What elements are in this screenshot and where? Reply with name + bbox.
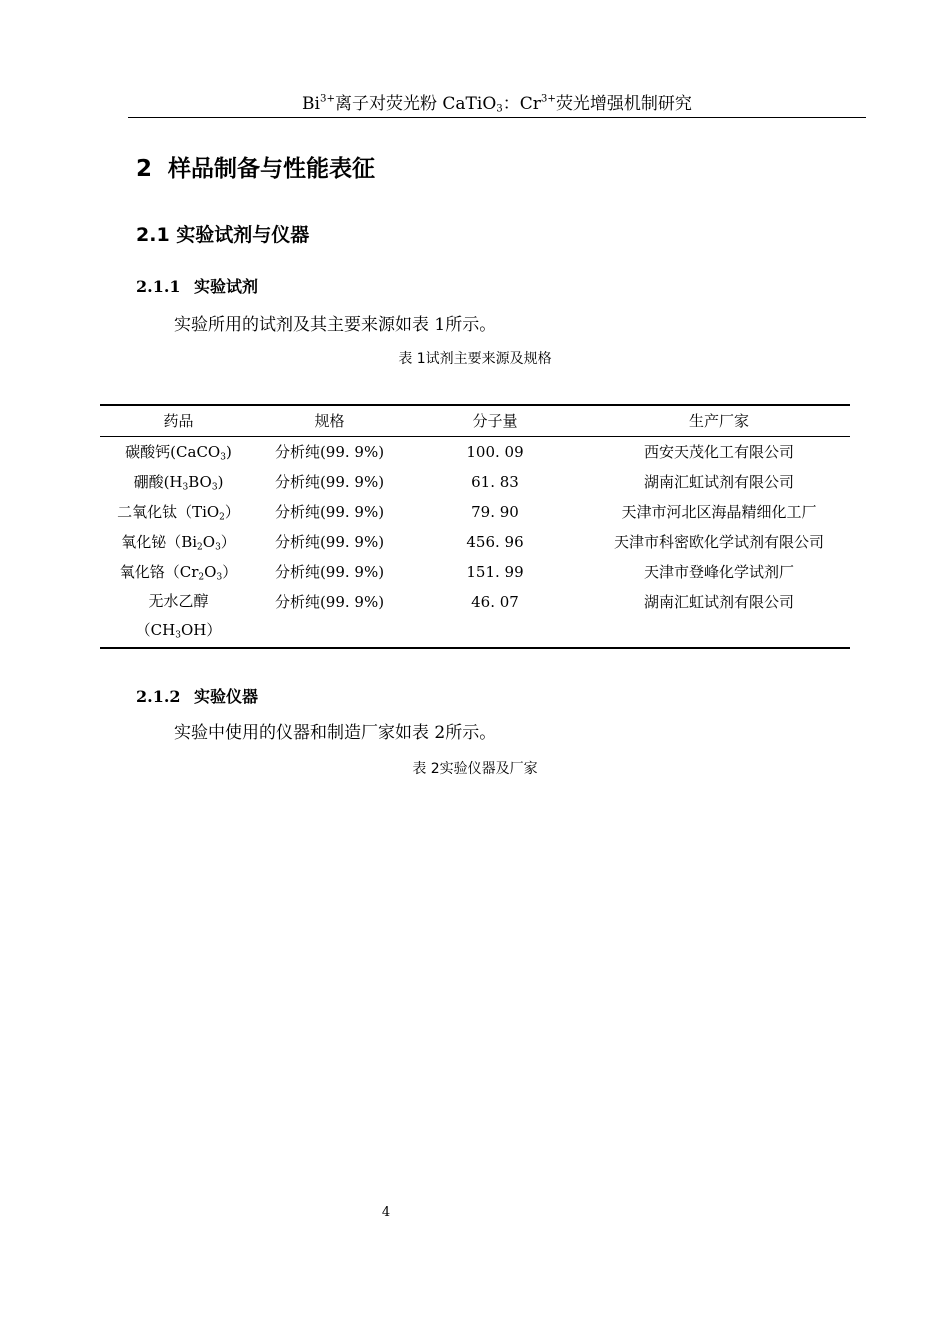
subsection-number: 2.1.2 xyxy=(136,687,181,706)
subsection-number: 2.1.1 xyxy=(136,277,181,296)
formula-text: ) xyxy=(217,472,224,491)
reagent-cell xyxy=(100,527,257,557)
manufacturer-cell: 天津市科密欧化学试剂有限公司 xyxy=(613,532,824,551)
spec-cell: 分析纯(99. 9%) xyxy=(274,472,385,491)
formula-text: 碳酸钙(CaCO xyxy=(125,442,221,461)
formula-text: 氧化铋（Bi xyxy=(121,532,198,551)
formula-text: OH） xyxy=(180,620,222,639)
manufacturer-cell: 湖南汇虹试剂有限公司 xyxy=(643,472,794,491)
table-row xyxy=(100,527,850,557)
table-row xyxy=(100,467,850,497)
reagent-cell xyxy=(100,557,257,587)
formula-text: 二氧化钛（TiO xyxy=(117,502,220,521)
header-rule xyxy=(128,117,866,118)
subsection-heading-2-1-2 xyxy=(136,684,258,707)
molecular-weight-cell: 151. 99 xyxy=(466,562,524,581)
formula-text: （CH xyxy=(135,620,176,639)
running-header xyxy=(128,92,866,116)
formula-subscript: 3 xyxy=(182,481,189,492)
formula-subscript: 2 xyxy=(198,571,205,582)
spec-cell: 分析纯(99. 9%) xyxy=(257,587,402,648)
chapter-title: 样品制备与性能表征 xyxy=(168,156,375,182)
paragraph-reagents: 实验所用的试剂及其主要来源如表 1所示。 xyxy=(174,315,497,335)
header-subscript: 3 xyxy=(496,103,503,115)
table-row xyxy=(100,436,850,467)
page-number: 4 xyxy=(381,1205,391,1220)
table-row xyxy=(100,557,850,587)
reagent-cell xyxy=(100,497,257,527)
manufacturer-cell: 天津市登峰化学试剂厂 xyxy=(643,562,794,581)
spec-cell: 分析纯(99. 9%) xyxy=(274,562,385,581)
reagent-cell xyxy=(100,436,257,467)
formula-subscript: 2 xyxy=(197,541,203,552)
reagent-cell xyxy=(100,587,257,648)
header-superscript: 3+ xyxy=(319,93,336,105)
column-header-reagent: 药品 xyxy=(100,405,257,436)
header-superscript: 3+ xyxy=(540,93,556,105)
header-part: ：Cr xyxy=(502,94,541,114)
chapter-number: 2 xyxy=(136,156,153,182)
spec-cell: 分析纯(99. 9%) xyxy=(274,442,385,461)
formula-text: ） xyxy=(222,562,238,581)
formula-subscript: 3 xyxy=(215,541,221,552)
header-part: 离子对荧光粉 CaTiO xyxy=(335,94,497,114)
formula-subscript: 3 xyxy=(175,629,181,640)
subsection-title: 实验试剂 xyxy=(194,277,259,296)
manufacturer-cell: 天津市河北区海晶精细化工厂 xyxy=(621,502,817,521)
paragraph-instruments: 实验中使用的仪器和制造厂家如表 2所示。 xyxy=(174,723,497,743)
formula-text: 无水乙醇 xyxy=(148,591,209,610)
subsection-title: 实验仪器 xyxy=(194,687,259,706)
formula-text: O xyxy=(204,562,217,581)
formula-subscript: 3 xyxy=(216,571,223,582)
formula-text: 硼酸(H xyxy=(133,472,183,491)
formula-text: ) xyxy=(225,442,232,461)
molecular-weight-cell: 46. 07 xyxy=(402,587,588,648)
formula-text: ） xyxy=(220,532,236,551)
formula-subscript: 2 xyxy=(219,511,225,522)
molecular-weight-cell: 61. 83 xyxy=(471,472,519,491)
molecular-weight-cell: 100. 09 xyxy=(466,442,524,461)
spec-cell: 分析纯(99. 9%) xyxy=(274,502,385,521)
chapter-heading xyxy=(136,150,375,183)
table-1-caption: 表 1试剂主要来源及规格 xyxy=(398,351,552,367)
column-header-spec: 规格 xyxy=(257,405,402,436)
manufacturer-cell: 湖南汇虹试剂有限公司 xyxy=(588,587,850,648)
reagent-cell xyxy=(100,467,257,497)
formula-text: O xyxy=(202,532,216,551)
header-part: Bi xyxy=(302,94,320,114)
reagents-table xyxy=(100,404,850,649)
table-row xyxy=(100,587,850,648)
section-heading-2-1: 2.1 实验试剂与仪器 xyxy=(136,224,310,246)
table-row xyxy=(100,497,850,527)
formula-text: BO xyxy=(188,472,212,491)
table-2-caption: 表 2实验仪器及厂家 xyxy=(412,761,538,777)
molecular-weight-cell: 79. 90 xyxy=(471,502,519,521)
subsection-heading-2-1-1 xyxy=(136,274,258,297)
molecular-weight-cell: 456. 96 xyxy=(466,532,524,551)
column-header-manufacturer: 生产厂家 xyxy=(588,405,850,436)
header-part: 荧光增强机制研究 xyxy=(555,94,692,114)
formula-text: ） xyxy=(224,502,240,521)
formula-subscript: 3 xyxy=(220,451,226,462)
manufacturer-cell: 西安天茂化工有限公司 xyxy=(643,442,794,461)
formula-subscript: 3 xyxy=(211,481,218,492)
column-header-molecular-weight: 分子量 xyxy=(402,405,588,436)
spec-cell: 分析纯(99. 9%) xyxy=(274,532,385,551)
table-header-row xyxy=(100,405,850,436)
formula-text: 氧化铬（Cr xyxy=(119,562,199,581)
